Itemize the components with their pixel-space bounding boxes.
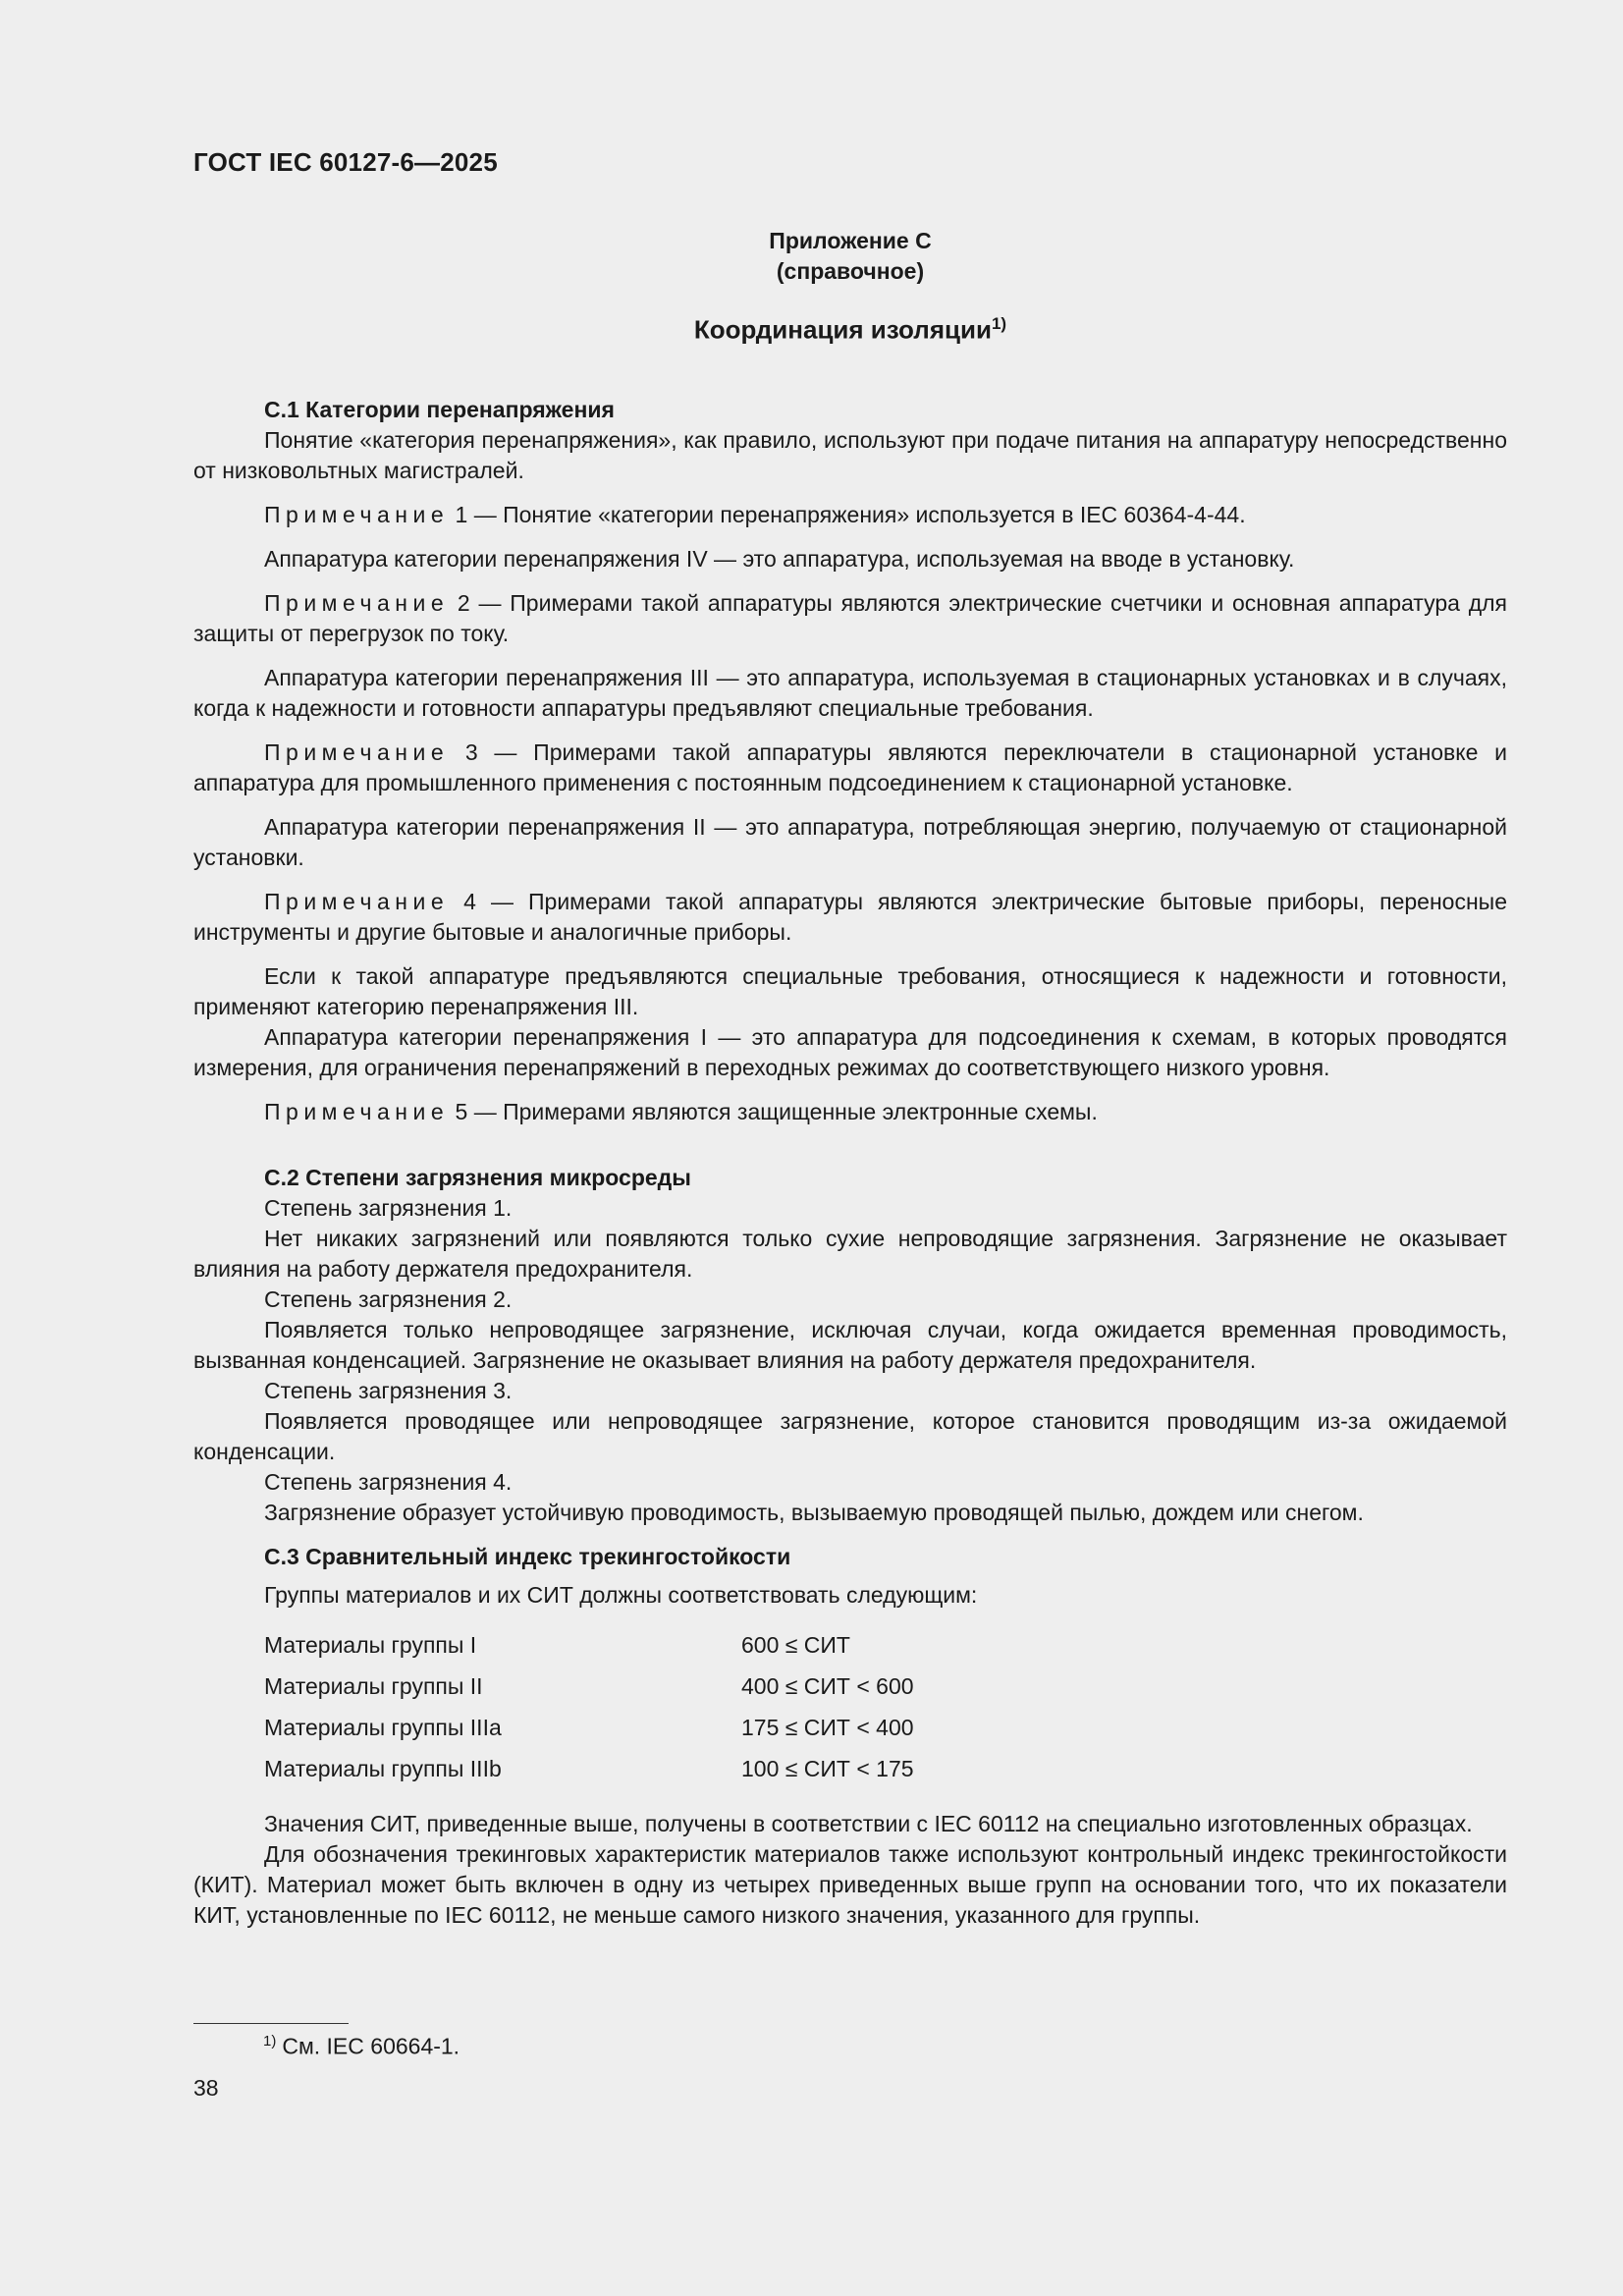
annex-title-text: Координация изоляции <box>693 314 992 345</box>
table-row <box>264 1624 914 1666</box>
document-body <box>193 395 1507 1931</box>
table-row <box>264 1748 914 1789</box>
footnote-text: См. IEC 60664-1. <box>282 2033 460 2059</box>
section-c3-heading: С.3 Сравнительный индекс трекингостойкости <box>264 1544 791 1569</box>
paragraph: Аппаратура категории перенапряжения IV — это аппаратура, используемая на вводе в установку. <box>264 546 1295 572</box>
pollution-degree-label: Степень загрязнения 2. <box>264 1286 513 1312</box>
pollution-degree-text: Нет никаких загрязнений или появляются только сухие непроводящие загрязнения. Загрязнение не оказывает влияния на работу держателя предохранителя. <box>193 1226 1507 1282</box>
footnote-separator <box>193 2023 349 2024</box>
annex-title <box>193 314 1507 346</box>
note-text: 2 — Примерами такой аппаратуры являются электрические счетчики и основная аппаратура для защиты от перегрузок по току. <box>193 590 1507 646</box>
group-name: Материалы группы II <box>264 1672 483 1699</box>
paragraph: Аппаратура категории перенапряжения III — это аппаратура, используемая в стационарных установках и в случаях, когда к надежности и готовности аппаратуры предъявляют специальные требования. <box>193 665 1507 721</box>
note-label: Примечание <box>264 1099 450 1124</box>
paragraph: Аппаратура категории перенапряжения II — это аппаратура, потребляющая энергию, получаемую от стационарной установки. <box>193 814 1507 870</box>
paragraph: Значения СИТ, приведенные выше, получены в соответствии с IEC 60112 на специально изготовленных образцах. <box>264 1811 1473 1836</box>
note-label: Примечание <box>264 889 450 914</box>
pollution-degree-text: Появляется проводящее или непроводящее загрязнение, которое становится проводящим из-за ожидаемой конденсации. <box>193 1408 1507 1464</box>
note-label: Примечание <box>264 590 450 616</box>
pollution-degree-label: Степень загрязнения 4. <box>264 1469 513 1495</box>
paragraph: Понятие «категория перенапряжения», как правило, используют при подаче питания на аппаратуру непосредственно от низковольтных магистралей. <box>193 427 1507 483</box>
paragraph: Для обозначения трекинговых характеристик материалов также используют контрольный индекс трекингостойкости (КИТ). Материал может быть включен в одну из четырех приведенных выше групп на основании того, что их показатели КИТ, установленные по IEC 60112, не меньше самого низкого значения, указанного для группы. <box>193 1841 1507 1928</box>
note-5 <box>193 1097 1507 1127</box>
page-number: 38 <box>193 2075 219 2101</box>
section-c1-heading: С.1 Категории перенапряжения <box>264 397 615 422</box>
note-text: 5 — Примерами являются защищенные электронные схемы. <box>449 1099 1098 1124</box>
group-range: 175 ≤ СИТ < 400 <box>741 1714 914 1740</box>
note-label: Примечание <box>264 739 450 765</box>
footnote-reference: 1) <box>991 314 1007 333</box>
group-range: 600 ≤ СИТ <box>741 1631 850 1658</box>
group-name: Материалы группы IIIb <box>264 1755 502 1781</box>
pollution-degree-label: Степень загрязнения 1. <box>264 1195 513 1221</box>
pollution-degree-text: Появляется только непроводящее загрязнение, исключая случаи, когда ожидается временная проводимость, вызванная конденсацией. Загрязнение не оказывает влияния на работу держателя предохранителя. <box>193 1317 1507 1373</box>
group-name: Материалы группы I <box>264 1631 477 1658</box>
footnote-marker: 1) <box>263 2033 277 2050</box>
note-3 <box>193 738 1507 798</box>
section-c2-heading: С.2 Степени загрязнения микросреды <box>264 1165 691 1190</box>
annex-heading <box>193 226 1507 287</box>
note-label: Примечание <box>264 502 450 527</box>
paragraph: Аппаратура категории перенапряжения I — это аппаратура для подсоединения к схемам, в которых проводятся измерения, для ограничения перенапряжений в переходных режимах до соответствующего низкого уровня. <box>193 1024 1507 1080</box>
paragraph: Группы материалов и их СИТ должны соответствовать следующим: <box>264 1582 978 1608</box>
document-code: ГОСТ IEC 60127-6—2025 <box>193 147 498 177</box>
material-groups-table <box>264 1624 914 1789</box>
pollution-degree-text: Загрязнение образует устойчивую проводимость, вызываемую проводящей пылью, дождем или снегом. <box>264 1500 1364 1525</box>
annex-kind: (справочное) <box>776 258 925 284</box>
annex-label: Приложение С <box>769 228 932 253</box>
footnote <box>263 2033 460 2060</box>
note-text: 3 — Примерами такой аппаратуры являются переключатели в стационарной установке и аппаратура для промышленного применения с постоянным подсоединением к стационарной установке. <box>193 739 1507 795</box>
group-range: 100 ≤ СИТ < 175 <box>741 1755 914 1781</box>
note-text: 4 — Примерами такой аппаратуры являются электрические бытовые приборы, переносные инструменты и другие бытовые и аналогичные приборы. <box>193 889 1507 945</box>
table-row <box>264 1707 914 1748</box>
note-text: 1 — Понятие «категории перенапряжения» используется в IEC 60364-4-44. <box>449 502 1246 527</box>
paragraph: Если к такой аппаратуре предъявляются специальные требования, относящиеся к надежности и готовности, применяют категорию перенапряжения III. <box>193 963 1507 1019</box>
table-row <box>264 1666 914 1707</box>
pollution-degree-label: Степень загрязнения 3. <box>264 1378 513 1403</box>
group-name: Материалы группы IIIa <box>264 1714 502 1740</box>
group-range: 400 ≤ СИТ < 600 <box>741 1672 914 1699</box>
note-1 <box>193 500 1507 530</box>
note-2 <box>193 588 1507 649</box>
note-4 <box>193 887 1507 948</box>
